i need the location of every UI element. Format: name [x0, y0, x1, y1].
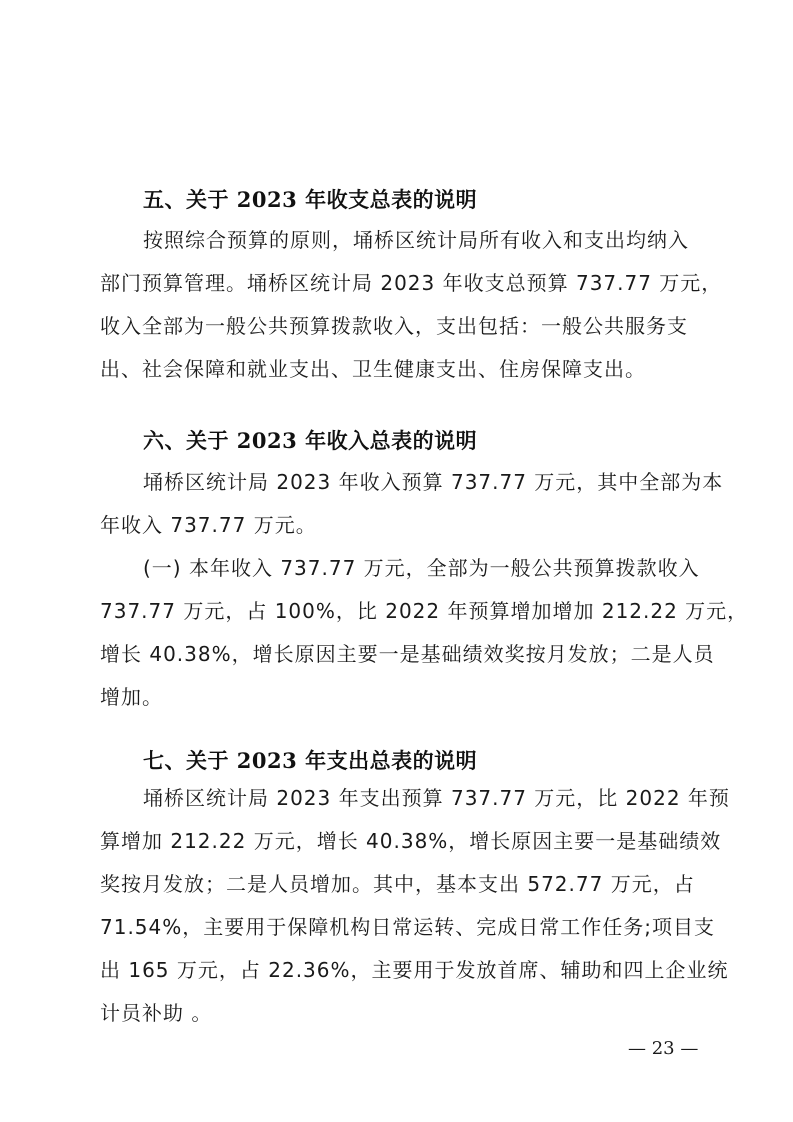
section-7-line-6: 计员补助 。 — [100, 1001, 213, 1025]
section-6-line-4: 737.77 万元，占 100%，比 2022 年预算增加增加 212.22 万元， — [100, 599, 749, 623]
section-7-line-4: 71.54%，主要用于保障机构日常运转、完成日常工作任务;项目支 — [100, 915, 715, 939]
section-5-line-2: 部门预算管理。埇桥区统计局 2023 年收支总预算 737.77 万元， — [100, 271, 723, 295]
section-5-line-4: 出、社会保障和就业支出、卫生健康支出、住房保障支出。 — [100, 357, 646, 381]
section-6-line-2: 年收入 737.77 万元。 — [100, 513, 317, 537]
section-7-line-5: 出 165 万元，占 22.36%，主要用于发放首席、辅助和四上企业统 — [100, 958, 729, 982]
page-number: — 23 — — [628, 1038, 699, 1059]
section-7-heading: 七、关于 2023 年支出总表的说明 — [143, 748, 478, 773]
section-6-line-6: 增加。 — [100, 685, 163, 709]
section-6-heading: 六、关于 2023 年收入总表的说明 — [143, 428, 478, 453]
section-6-line-3: (一) 本年收入 737.77 万元，全部为一般公共预算拨款收入 — [143, 556, 700, 580]
section-7-line-2: 算增加 212.22 万元，增长 40.38%，增长原因主要一是基础绩效 — [100, 829, 722, 853]
section-5-line-3: 收入全部为一般公共预算拨款收入，支出包括：一般公共服务支 — [100, 314, 688, 338]
section-5-heading: 五、关于 2023 年收支总表的说明 — [143, 187, 478, 212]
section-5-line-1: 按照综合预算的原则，埇桥区统计局所有收入和支出均纳入 — [143, 228, 689, 252]
section-6-line-1: 埇桥区统计局 2023 年收入预算 737.77 万元，其中全部为本 — [143, 470, 724, 494]
section-7-line-1: 埇桥区统计局 2023 年支出预算 737.77 万元，比 2022 年预 — [143, 786, 730, 810]
section-7-line-3: 奖按月发放；二是人员增加。其中，基本支出 572.77 万元，占 — [100, 872, 695, 896]
section-6-line-5: 增长 40.38%，增长原因主要一是基础绩效奖按月发放；二是人员 — [100, 642, 715, 666]
